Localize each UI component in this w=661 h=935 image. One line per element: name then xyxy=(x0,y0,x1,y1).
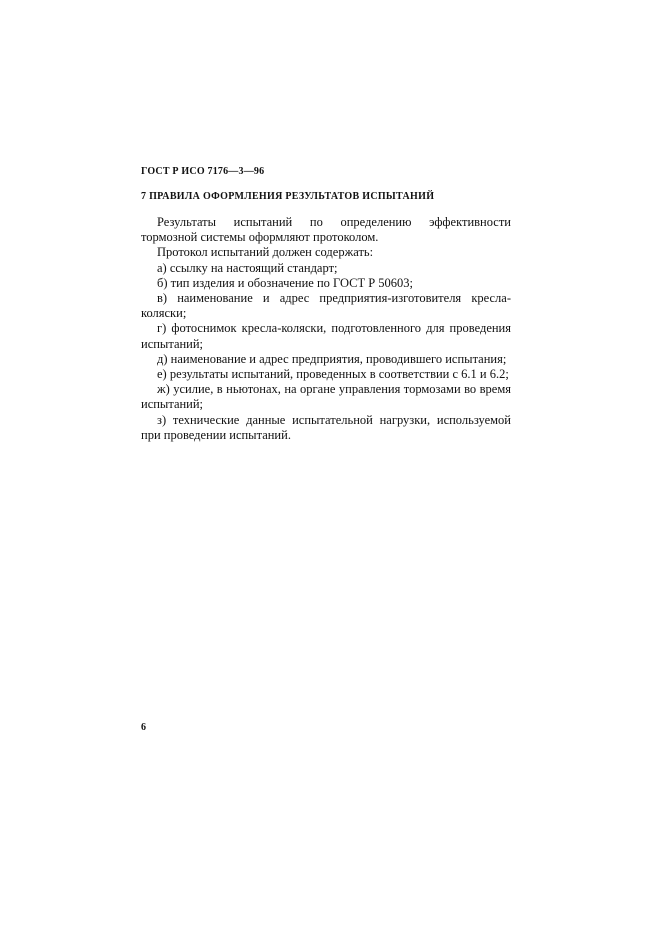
list-item: ж) усилие, в ньютонах, на органе управления тормозами во время испытаний; xyxy=(141,382,511,412)
list-item: д) наименование и адрес предприятия, проводившего испытания; xyxy=(157,351,507,366)
page-number: 6 xyxy=(141,722,146,733)
list-item: е) результаты испытаний, проведенных в соответствии с 6.1 и 6.2; xyxy=(157,367,509,382)
list-item: з) технические данные испытательной нагрузки, используемой при проведении испытаний. xyxy=(141,412,511,442)
list-item: г) фотоснимок кресла-коляски, подготовленного для проведения испытаний; xyxy=(141,321,511,351)
document-header: ГОСТ Р ИСО 7176—3—96 xyxy=(141,166,265,177)
list-item: в) наименование и адрес предприятия-изготовителя кресла-коляски; xyxy=(141,291,511,321)
paragraph: Протокол испытаний должен содержать: xyxy=(157,245,374,260)
list-item: б) тип изделия и обозначение по ГОСТ Р 50603; xyxy=(157,275,414,290)
section-title: 7 ПРАВИЛА ОФОРМЛЕНИЯ РЕЗУЛЬТАТОВ ИСПЫТАНИЙ xyxy=(141,191,435,202)
section-body xyxy=(141,215,511,443)
list-item: а) ссылку на настоящий стандарт; xyxy=(157,260,338,275)
paragraph: Результаты испытаний по определению эффективности тормозной системы оформляют протоколом. xyxy=(141,215,511,245)
